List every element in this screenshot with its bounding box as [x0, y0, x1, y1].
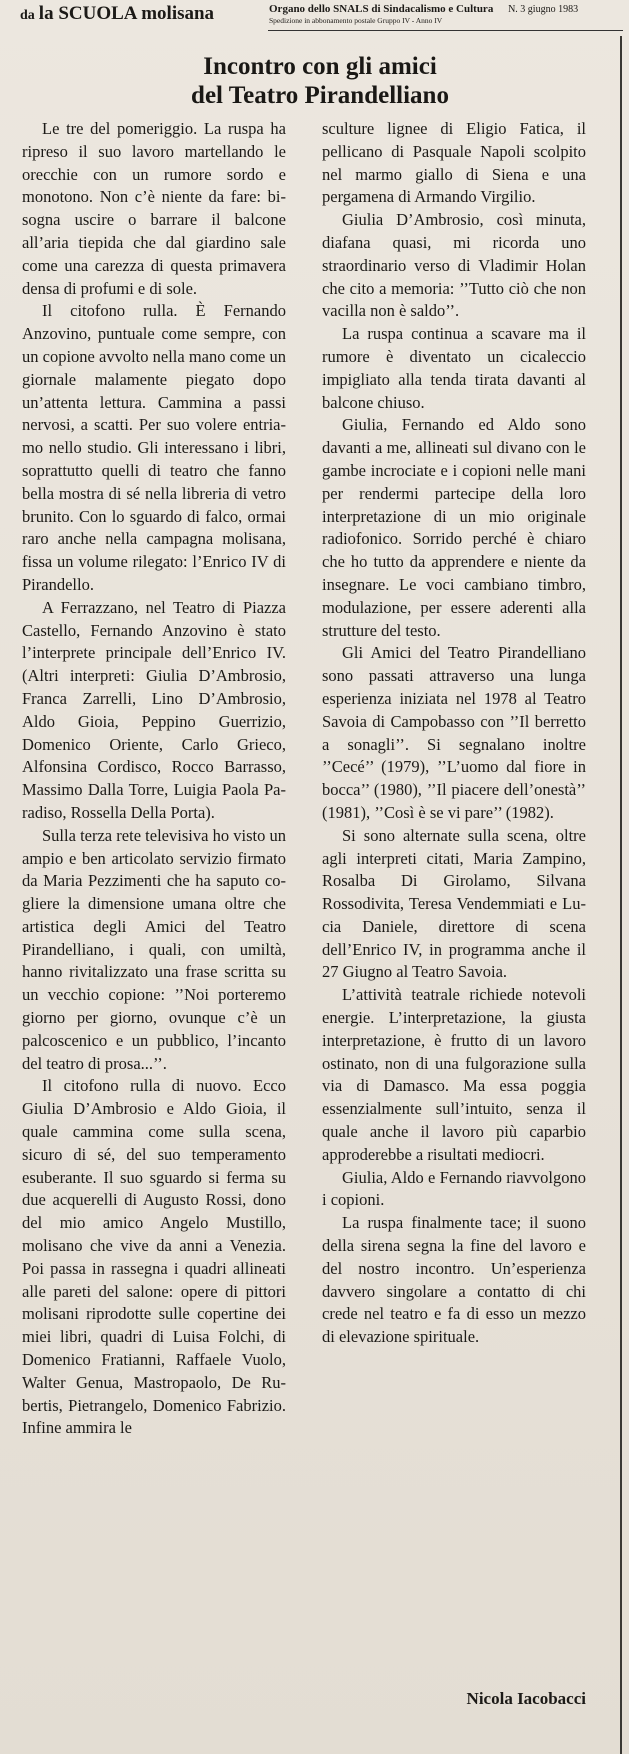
- author-signature: Nicola Iacobacci: [466, 1689, 586, 1708]
- paragraph: Gli Amici del Teatro Pirandelliano sono passati attraverso una lunga esperienza iniziata nel 1978 al Teatro Savoia di Campobasso con ’’Il berretto a sonagli’’. Si segnalano inoltre ’’Cecé’’ (1979), ’’L’uomo dal fiore in bocca’’ (1980), ’’Il piacere dell’onestà’’ (1981), ’’Così è se vi pare’’ (1982).: [322, 643, 586, 822]
- masthead: [0, 0, 629, 30]
- issue-number: N. 3 giugno 1983: [508, 4, 579, 15]
- paragraph: L’attività teatrale richiede notevoli energie. L’interpretazione, la giusta interpretazione, è frutto di un lavoro ostinato, non di una fulgorazione sulla via di Damasco. Ma essa poggia essenzialmente sull’intuito, senza il quale anche il lavoro più caparbio approderebbe a risultati mediocri.: [322, 985, 586, 1164]
- masthead-rule: [268, 30, 623, 31]
- right-column: [322, 118, 586, 1349]
- source-label: [20, 3, 214, 25]
- paragraph: La ruspa continua a scavare ma il rumore è diventato un cicaleccio impigliato alla tenda tirata davanti al balcone chiuso.: [322, 324, 586, 412]
- shipping-note: Spedizione in abbonamento postale Gruppo IV - Anno IV: [269, 16, 443, 25]
- source-name: la SCUOLA molisana: [38, 3, 215, 24]
- title-line-2: del Teatro Pirandelliano: [191, 82, 449, 109]
- publication-info: [269, 3, 629, 25]
- paragraph: Sulla terza rete televisiva ho visto un ampio e ben articolato servizio firmato da Maria Pezzimenti che ha saputo cogliere la dimensione umana oltre che artistica degli Amici del Teatro Pirandelliano, i quali, con umiltà, hanno rivitalizzato una frase scritta su un vecchio copione: ’’Noi porteremo giorno per giorno, ovunque c’è un palcoscenico e un pubblico, l’incanto del teatro di prosa...’’.: [22, 825, 286, 1073]
- paragraph: A Ferrazzano, nel Teatro di Piazza Castello, Fernando Anzovino è stato l’interprete principale dell’Enrico IV. (Altri interpreti: Giulia D’Ambrosio, Franca Zarrelli, Lino D’Ambrosio, Aldo Gioia, Peppino Guerrizio, Domenico Oriente, Carlo Grieco, Alfonsina Cordisco, Rocco Barrasso, Massimo Dalla Torre, Luigia Paola Paradiso, Rossella Della Porta).: [22, 597, 286, 822]
- column-border: [620, 36, 622, 1754]
- paragraph: Giulia, Aldo e Fernando riavvolgono i copioni.: [322, 1167, 586, 1210]
- paragraph: Il citofono rulla. È Fernando Anzovino, puntuale come sempre, con un copione avvolto nella mano come un giornale malamente piegato dopo un’attenta lettura. Cammina a passi nervosi, a scatti. Per suo volere entriamo nello studio. Gli interessano i libri, soprattutto quelli di teatro che fanno bella mostra di sé nella libreria di vetro brunito. Con lo sguardo di falco, ormai raro anche nella campagna molisana, fissa un volume rilegato: l’Enrico IV di Pirandello.: [22, 301, 286, 594]
- title-line-1: Incontro con gli amici: [203, 53, 437, 80]
- paragraph: Le tre del pomeriggio. La ruspa ha ripreso il suo lavoro martellando le orecchie con un rumore sordo e monotono. Non c’è niente da fare: bisogna uscire o barrare il balcone all’aria tiepida che dal giardino sale come una carezza di questa primavera densa di profumi e di sole.: [22, 119, 286, 298]
- source-prefix: da: [20, 8, 35, 23]
- left-column: [22, 118, 286, 1440]
- paragraph: Il citofono rulla di nuovo. Ecco Giulia D’Ambrosio e Aldo Gioia, il quale cammina come sulla scena, sicuro di sé, del suo temperamento esuberante. Il suo sguardo si ferma su due acquerelli di Augusto Rossi, dono del mio amico Angelo Mustillo, molisano che vive da anni a Venezia. Poi passa in rassegna i quadri allineati alle pareti del salone: opere di pittori molisani riprodotte sulle copertine dei miei libri, quadri di Luisa Folchi, di Domenico Fratianni, Raffaele Vuolo, Walter Genua, Mastropaolo, De Rubertis, Pietrangelo, Domenico Fabrizio. Infine ammira le: [22, 1076, 286, 1438]
- paragraph: Si sono alternate sulla scena, oltre agli interpreti citati, Maria Zampino, Rosalba Di Girolamo, Silvana Rossodivita, Teresa Vendemmiati e Lucia Daniele, direttore di scena dell’Enrico IV, in programma anche il 27 Giugno al Teatro Savoia.: [322, 825, 586, 982]
- organ-title: Organo dello SNALS di Sindacalismo e Cultura: [269, 3, 494, 15]
- article-title: [40, 52, 600, 110]
- paragraph: La ruspa finalmente tace; il suono della sirena segna la fine del lavoro e del nostro incontro. Un’esperienza davvero singolare a contatto di chi crede nel teatro e fa di esso un mezzo di elevazione spirituale.: [322, 1213, 586, 1347]
- paragraph: Giulia D’Ambrosio, così minuta, diafana quasi, mi ricorda uno straordinario verso di Vladimir Holan che cito a memoria: ’’Tutto ciò che non vacilla non è saldo’’.: [322, 210, 586, 321]
- paragraph: Giulia, Fernando ed Aldo sono davanti a me, allineati sul divano con le gambe incrociate e i copioni nelle mani per rendermi partecipe della loro interpretazione di un mio originale radiofonico. Sorrido perché è chiaro che ho tutto da apprendere e niente da insegnare. Le voci cambiano timbro, modulazione, per essere aderenti alla strutture del testo.: [322, 415, 586, 640]
- paragraph-continued: sculture lignee di Eligio Fatica, il pellicano di Pasquale Napoli scolpito nel marmo giallo di Siena e una pergamena di Armando Virgilio.: [322, 119, 586, 207]
